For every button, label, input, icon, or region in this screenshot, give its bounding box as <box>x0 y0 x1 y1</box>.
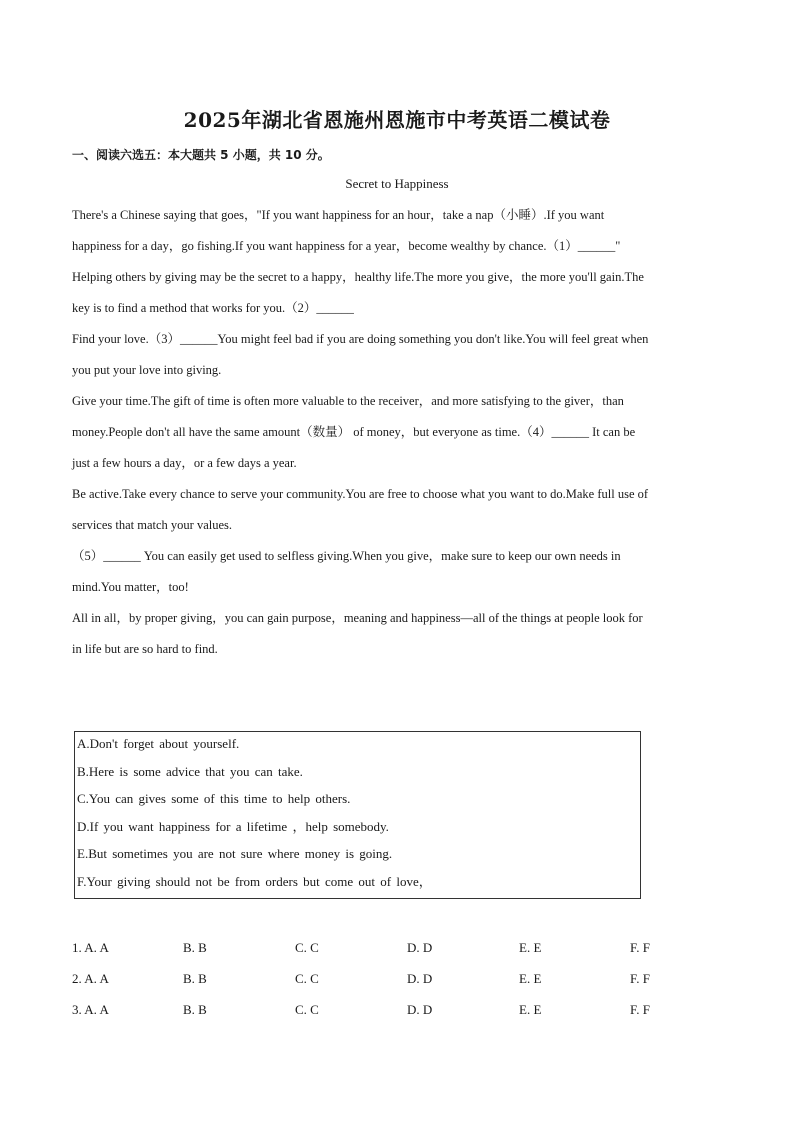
passage-line: money.People don't all have the same amount（数量） of money，but everyone as time.（4）______ It can be <box>72 425 636 439</box>
passage-line: you put your love into giving. <box>72 363 222 377</box>
answer-row-2 <box>72 968 722 999</box>
passage-line: All in all，by proper giving，you can gain purpose，meaning and happiness—all of the things at people look for <box>72 611 643 625</box>
answer-choice-d[interactable]: D. D <box>407 940 433 955</box>
passage-line: Give your time.The gift of time is often more valuable to the receiver，and more satisfying to the giver，than <box>72 394 624 408</box>
option-a: A.Don't forget about yourself. <box>77 736 240 751</box>
answer-choices <box>72 937 722 1030</box>
answer-choice-b[interactable]: B. B <box>183 1002 207 1017</box>
option-c: C.You can gives some of this time to help others. <box>77 791 351 807</box>
passage-line: Helping others by giving may be the secret to a happy，healthy life.The more you give，the more you'll gain.The <box>72 270 644 284</box>
passage <box>72 200 724 665</box>
passage-line: Be active.Take every chance to serve your community.You are free to choose what you want to do.Make full use of <box>72 487 649 501</box>
answer-choice-c[interactable]: C. C <box>295 1002 319 1017</box>
passage-title: Secret to Happiness <box>345 176 449 191</box>
options-box <box>74 731 641 899</box>
option-d: D.If you want happiness for a lifetime ，help somebody. <box>77 818 389 834</box>
passage-line: There's a Chinese saying that goes，"If you want happiness for an hour，take a nap（小睡）.If you want <box>72 208 605 222</box>
passage-line: just a few hours a day，or a few days a year. <box>72 456 297 470</box>
answer-choice-f[interactable]: F. F <box>630 940 650 955</box>
answer-number-with-choice-a[interactable]: 3. A. A <box>72 1002 109 1017</box>
answer-choice-c[interactable]: C. C <box>295 971 319 986</box>
passage-line: in life but are so hard to find. <box>72 642 218 656</box>
answer-choice-c[interactable]: C. C <box>295 940 319 955</box>
answer-row-3 <box>72 999 722 1030</box>
answer-choice-f[interactable]: F. F <box>630 1002 650 1017</box>
passage-line: （5）______ You can easily get used to selfless giving.When you give，make sure to keep our own needs in <box>72 549 621 563</box>
answer-choice-b[interactable]: B. B <box>183 971 207 986</box>
answer-row-1 <box>72 937 722 968</box>
option-e: E.But sometimes you are not sure where money is going. <box>77 846 393 862</box>
answer-choice-b[interactable]: B. B <box>183 940 207 955</box>
passage-line: happiness for a day，go fishing.If you want happiness for a year，become wealthy by chance.（1）______" <box>72 239 621 253</box>
answer-number-with-choice-a[interactable]: 1. A. A <box>72 940 109 955</box>
answer-choice-d[interactable]: D. D <box>407 971 433 986</box>
passage-line: mind.You matter，too! <box>72 580 189 594</box>
passage-line: key is to find a method that works for you.（2）______ <box>72 301 354 315</box>
answer-choice-e[interactable]: E. E <box>519 971 542 986</box>
passage-line: services that match your values. <box>72 518 233 532</box>
option-b: B.Here is some advice that you can take. <box>77 763 303 779</box>
answer-number-with-choice-a[interactable]: 2. A. A <box>72 971 109 986</box>
page-title: 2025年湖北省恩施州恩施市中考英语二模试卷 <box>183 108 611 132</box>
option-f: F.Your giving should not be from orders but come out of love， <box>77 873 432 889</box>
section-heading: 一、阅读六选五：本大题共 5 小题，共 10 分。 <box>72 148 330 162</box>
answer-choice-f[interactable]: F. F <box>630 971 650 986</box>
answer-choice-e[interactable]: E. E <box>519 1002 542 1017</box>
passage-line: Find your love.（3）______You might feel bad if you are doing something you don't like.You will feel great when <box>72 332 649 346</box>
answer-choice-e[interactable]: E. E <box>519 940 542 955</box>
answer-choice-d[interactable]: D. D <box>407 1002 433 1017</box>
